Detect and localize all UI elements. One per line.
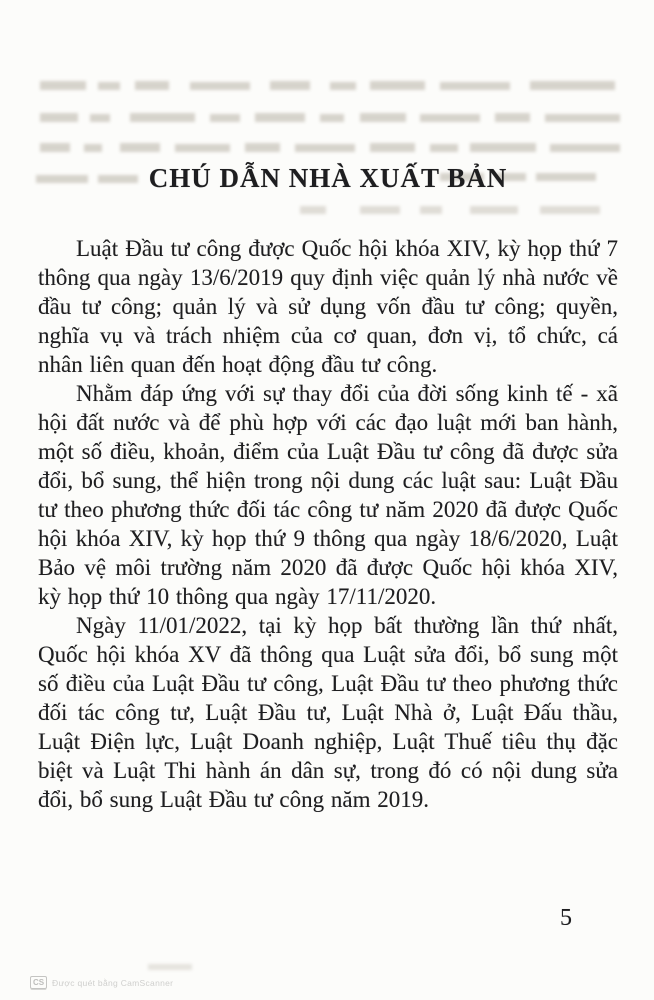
bleedthrough-noise-line	[40, 112, 620, 123]
body-paragraph: Luật Đầu tư công được Quốc hội khóa XIV, kỳ họp thứ 7 thông qua ngày 13/6/2019 quy định việc quản lý nhà nước về đầu tư công; quản lý và sử dụng vốn đầu tư công; quyền, nghĩa vụ và trách nhiệm của cơ quan, đơn vị, tổ chức, cá nhân liên quan đến hoạt động đầu tư công.	[38, 236, 618, 377]
camscanner-icon: CS	[30, 976, 47, 989]
page-number: 5	[560, 905, 572, 931]
body-paragraph: Ngày 11/01/2022, tại kỳ họp bất thường lần thứ nhất, Quốc hội khóa XV đã thông qua Luật sửa đổi, bổ sung một số điều của Luật Đầu tư công, Luật Đầu tư theo phương thức đối tác công tư, Luật Đầu tư, Luật Nhà ở, Luật Đấu thầu, Luật Điện lực, Luật Doanh nghiệp, Luật Thuế tiêu thụ đặc biệt và Luật Thi hành án dân sự, trong đó có nội dung sửa đổi, bổ sung Luật Đầu tư công năm 2019.	[38, 613, 618, 812]
bleedthrough-noise-line	[40, 142, 620, 153]
watermark-text: Được quét bằng CamScanner	[52, 977, 174, 988]
bleedthrough-noise-patch	[148, 963, 208, 971]
body-paragraph: Nhằm đáp ứng với sự thay đổi của đời sống kinh tế - xã hội đất nước và để phù hợp với các đạo luật mới ban hành, một số điều, khoản, điểm của Luật Đầu tư công đã được sửa đổi, bổ sung, thể hiện trong nội dung các luật sau: Luật Đầu tư theo phương thức đối tác công tư năm 2020 đã được Quốc hội khóa XIV, kỳ họp thứ 9 thông qua ngày 18/6/2020, Luật Bảo vệ môi trường năm 2020 đã được Quốc hội khóa XIV, kỳ họp thứ 10 thông qua ngày 17/11/2020.	[38, 381, 618, 609]
bleedthrough-noise-line	[40, 80, 620, 91]
page-content	[38, 163, 618, 814]
page-title: CHÚ DẪN NHÀ XUẤT BẢN	[148, 163, 508, 193]
body-text	[38, 234, 618, 814]
camscanner-watermark	[30, 976, 173, 989]
